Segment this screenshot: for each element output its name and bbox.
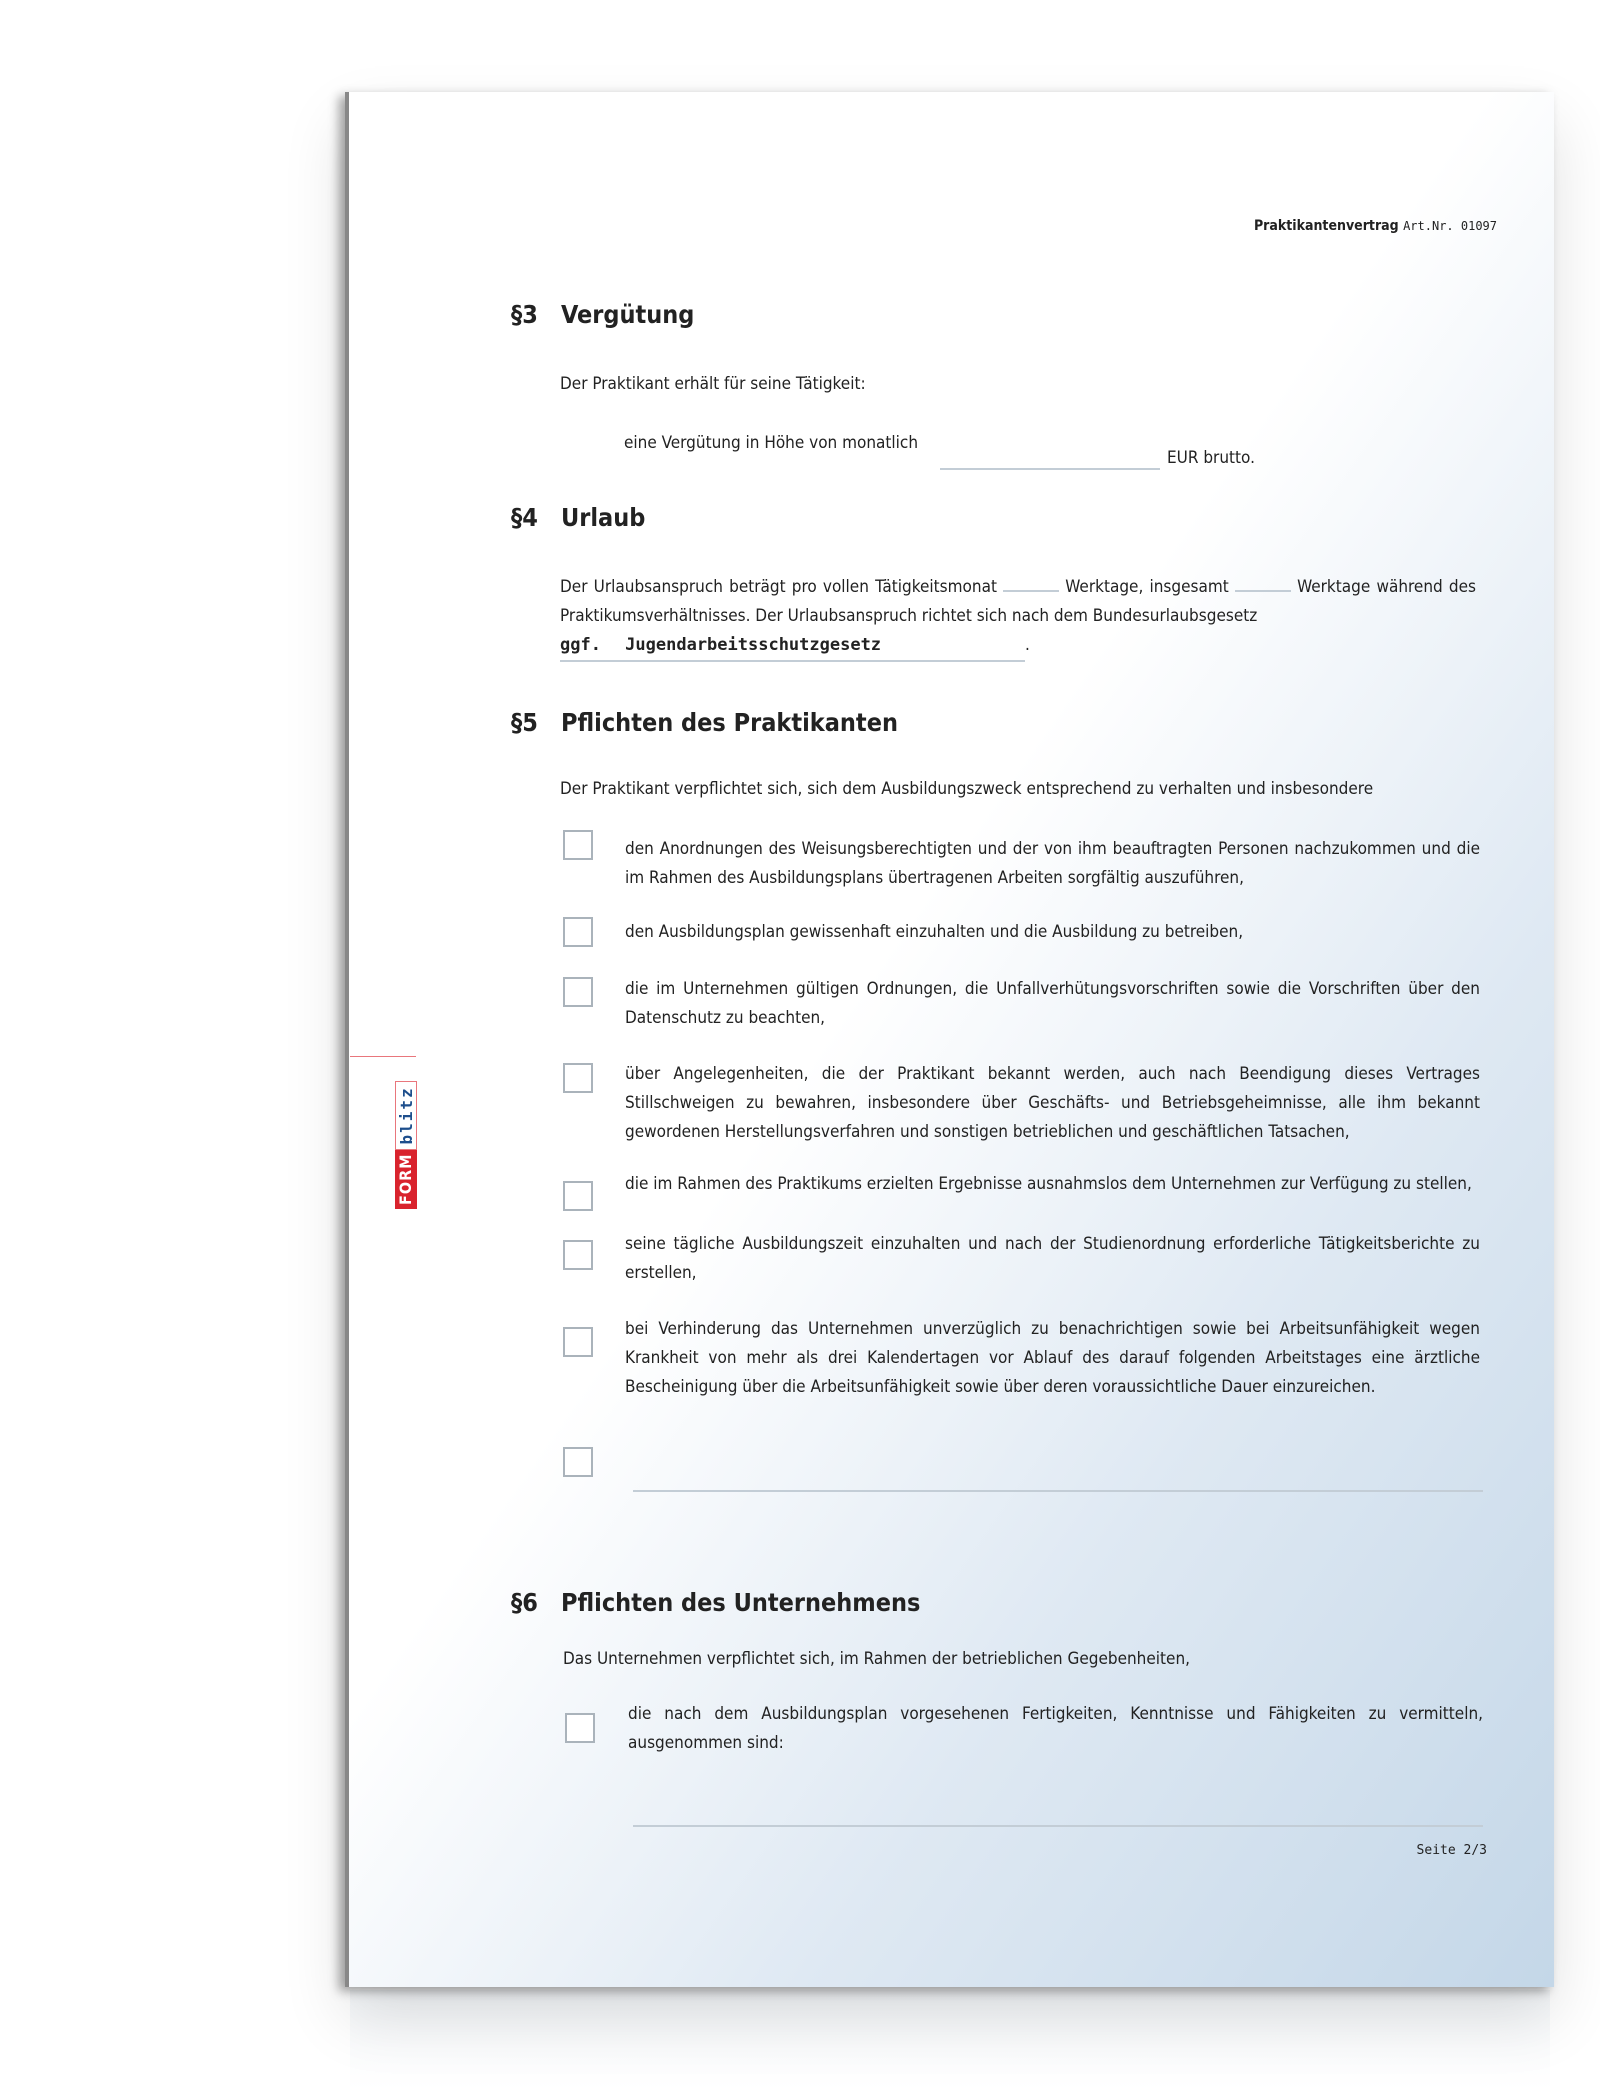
- checkbox[interactable]: [565, 1713, 595, 1743]
- list-item: den Anordnungen des Weisungsberechtigten und der von ihm beauftragten Personen nachzukommen und die im Rahmen des Ausbildungsplans übertragenen Arbeiten sorgfältig auszuführen,: [625, 839, 1480, 888]
- checkbox[interactable]: [563, 917, 593, 947]
- s5-intro: Der Praktikant verpflichtet sich, sich dem Ausbildungszweck entsprechend zu verhalten und insbesondere: [560, 779, 1374, 799]
- page-number: Seite 2/3: [1416, 1843, 1487, 1858]
- s4-paragraph: [560, 572, 1476, 662]
- header-title: Praktikantenvertrag: [1253, 218, 1399, 234]
- section-3-heading: [511, 300, 694, 329]
- section-number: §6: [511, 1588, 538, 1617]
- s3-line-suffix: EUR brutto.: [1167, 448, 1255, 468]
- list-item: die im Rahmen des Praktikums erzielten Ergebnisse ausnahmslos dem Unternehmen zur Verfügung zu stellen,: [625, 1174, 1472, 1194]
- list-item: die im Unternehmen gültigen Ordnungen, die Unfallverhütungsvorschriften sowie die Vorschriften über den Datenschutz zu beachten,: [625, 979, 1480, 1028]
- s4-text-1: Der Urlaubsanspruch beträgt pro vollen Tätigkeitsmonat: [560, 577, 997, 597]
- list-item: über Angelegenheiten, die der Praktikant bekannt werden, auch nach Beendigung dieses Vertrages Stillschweigen zu bewahren, insbesondere über Geschäfts- und Betriebsgeheimnisse, alle ihm bekannt gewordenen Herstellungsverfahren und sonstigen betrieblichen und geschäftlichen Tatsachen,: [625, 1064, 1480, 1142]
- days-per-month-field[interactable]: [1003, 572, 1059, 592]
- checkbox[interactable]: [563, 977, 593, 1007]
- section-number: §4: [511, 503, 538, 532]
- checkbox[interactable]: [563, 1063, 593, 1093]
- formblitz-logo: [395, 1057, 417, 1209]
- logo-blitz: blitz: [395, 1081, 417, 1149]
- list-item: seine tägliche Ausbildungszeit einzuhalten und nach der Studienordnung erforderliche Tätigkeitsberichte zu erstellen,: [625, 1234, 1480, 1283]
- section-title: Vergütung: [561, 300, 695, 329]
- header-art-nr: Art.Nr. 01097: [1403, 219, 1497, 233]
- section-5-heading: [511, 708, 898, 737]
- section-4-heading: [511, 503, 645, 532]
- page-reflection: [350, 1990, 1550, 2090]
- list-item: die nach dem Ausbildungsplan vorgesehenen Fertigkeiten, Kenntnisse und Fähigkeiten zu vermitteln, ausgenommen sind:: [628, 1704, 1483, 1753]
- days-total-field[interactable]: [1235, 572, 1291, 592]
- checkbox[interactable]: [563, 1447, 593, 1477]
- s4-text-3: Werktage während des Praktikumsverhältnisses. Der Urlaubsanspruch richtet sich nach dem Bundesurlaubsgesetz: [560, 577, 1477, 626]
- checkbox[interactable]: [563, 1327, 593, 1357]
- checkbox[interactable]: [563, 830, 593, 860]
- section-6-heading: [511, 1588, 920, 1617]
- s4-end: .: [1025, 635, 1030, 655]
- section-title: Pflichten des Praktikanten: [561, 708, 898, 737]
- list-item: bei Verhinderung das Unternehmen unverzüglich zu benachrichtigen sowie bei Arbeitsunfähigkeit wegen Krankheit von mehr als drei Kalendertagen vor Ablauf des darauf folgenden Arbeitstages eine ärztliche Bescheinigung über die Arbeitsunfähigkeit sowie über deren voraussichtliche Dauer einzureichen.: [625, 1319, 1480, 1397]
- section-number: §3: [511, 300, 538, 329]
- s4-text-2: Werktage, insgesamt: [1065, 577, 1229, 597]
- document-header: [1254, 218, 1497, 234]
- s3-intro: Der Praktikant erhält für seine Tätigkeit:: [560, 374, 866, 394]
- section-title: Pflichten des Unternehmens: [561, 1588, 921, 1617]
- exceptions-field[interactable]: [633, 1815, 1483, 1827]
- custom-duty-field[interactable]: [633, 1480, 1483, 1492]
- s3-line-label: eine Vergütung in Höhe von monatlich: [624, 433, 919, 453]
- checkbox[interactable]: [563, 1240, 593, 1270]
- s6-intro: Das Unternehmen verpflichtet sich, im Rahmen der betrieblichen Gegebenheiten,: [563, 1649, 1190, 1669]
- amount-field[interactable]: [940, 440, 1160, 470]
- law-field[interactable]: ggf. Jugendarbeitsschutzgesetz: [560, 631, 1025, 662]
- logo-form: FORM: [395, 1150, 417, 1209]
- checkbox[interactable]: [563, 1181, 593, 1211]
- section-title: Urlaub: [561, 503, 646, 532]
- list-item: den Ausbildungsplan gewissenhaft einzuhalten und die Ausbildung zu betreiben,: [625, 922, 1244, 942]
- section-number: §5: [511, 708, 538, 737]
